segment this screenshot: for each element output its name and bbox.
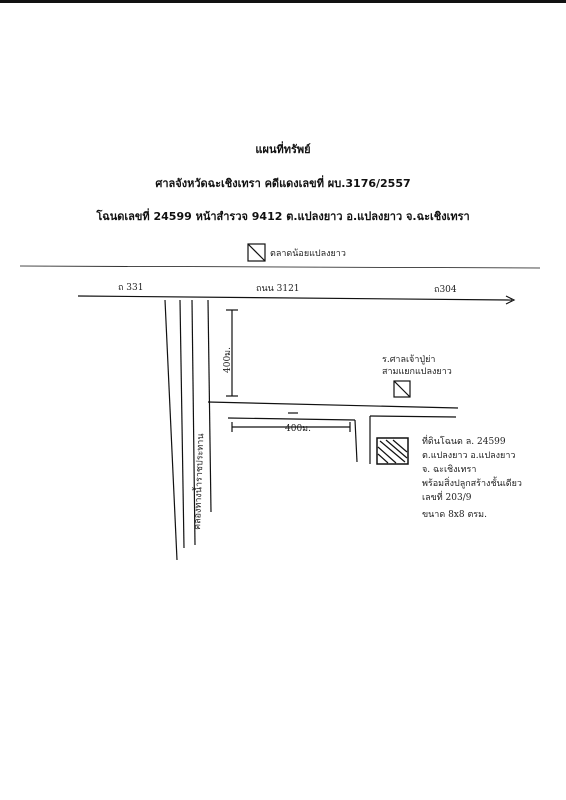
property-label-6: ขนาด 8x8 ตรม. [422,510,487,520]
property-label-5: เลขที่ 203/9 [422,493,472,503]
shrine-label-1: ร.ศาลเจ้าปู่ย่า [382,355,436,365]
shrine-label-2: สามแยกแปลงยาว [382,367,452,377]
road-331-label: ถ 331 [118,283,144,293]
property-label-2: ต.แปลงยาว อ.แปลงยาว [422,451,516,461]
main-road-line [78,296,512,300]
horizontal-distance-label: 400ม. [285,424,311,434]
property-label-3: จ. ฉะเชิงเทรา [422,465,477,475]
court-case-line: ศาลจังหวัดฉะเชิงเทรา คดีแดงเลขที่ ผบ.3176/2557 [155,177,411,190]
property-label-1: ที่ดินโฉนด ล. 24599 [422,437,506,447]
page-title: แผนที่ทรัพย์ [255,143,311,156]
deed-info-line: โฉนดเลขที่ 24599 หน้าสำรวจ 9412 ต.แปลงยาว อ.แปลงยาว จ.ฉะเชิงเทรา [96,210,470,223]
road-304-label: ถ304 [434,285,457,295]
landmark-label: ตลาดน้อยแปลงยาว [270,249,346,259]
vertical-distance-label: 400ม. [223,347,233,373]
road-3121-label: ถนน 3121 [256,284,300,294]
property-label-4: พร้อมสิ่งปลูกสร้างชั้นเดียว [422,479,522,489]
canal-road-label: คลองทางน้ำราชประทาน [193,433,207,531]
